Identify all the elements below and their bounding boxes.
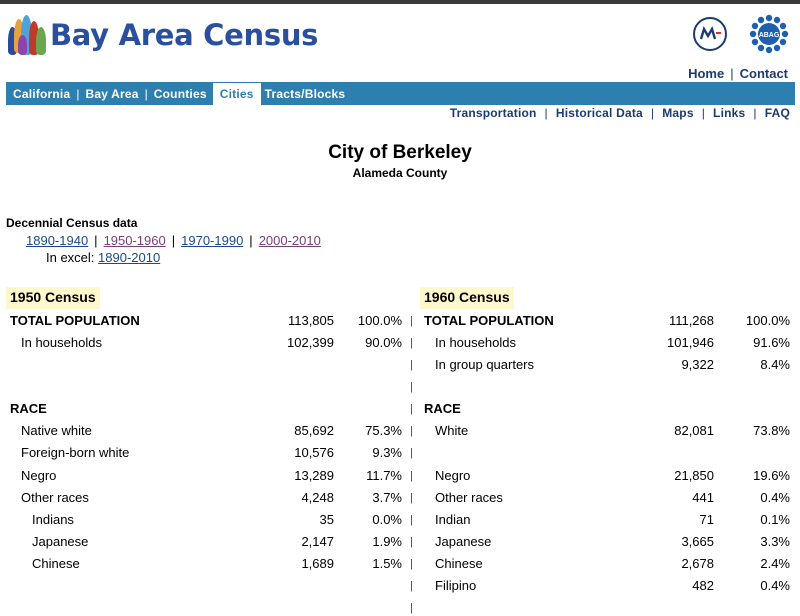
table-row <box>10 445 410 463</box>
subnav-separator: | <box>544 106 548 120</box>
table-row <box>424 335 794 353</box>
row-percent: 100.0% <box>745 313 790 328</box>
link-1950-1960[interactable]: 1950-1960 <box>103 233 166 248</box>
row-percent: 3.3% <box>760 534 790 549</box>
link-1890-1940[interactable]: 1890-1940 <box>26 233 89 248</box>
row-value: 441 <box>692 490 714 505</box>
link-1970-1990[interactable]: 1970-1990 <box>181 233 244 248</box>
column-divider: | <box>410 470 413 482</box>
column-divider: | <box>410 514 413 526</box>
row-value: 3,665 <box>681 534 714 549</box>
row-percent: 3.7% <box>372 490 402 505</box>
table-row <box>424 534 794 552</box>
table-row <box>424 313 794 331</box>
table-row <box>10 335 410 353</box>
window-top-border <box>0 0 800 4</box>
row-percent: 0.0% <box>372 512 402 527</box>
nav-historical-data[interactable]: Historical Data <box>555 106 643 120</box>
table-row <box>424 512 794 530</box>
svg-text:ABAG: ABAG <box>758 32 780 39</box>
nav-tracts-blocks[interactable]: Tracts/Blocks <box>264 86 346 101</box>
section-label: RACE <box>424 401 461 416</box>
abag-logo-icon[interactable] <box>749 14 789 54</box>
sub-nav <box>450 106 790 120</box>
nav-counties[interactable]: Counties <box>153 86 207 101</box>
nav-bay-area[interactable]: Bay Area <box>85 86 139 101</box>
column-divider: | <box>410 558 413 570</box>
row-label: Other races <box>435 490 503 505</box>
table-row <box>10 468 410 486</box>
decennial-links <box>26 233 321 248</box>
utility-nav <box>688 66 788 81</box>
link-separator: | <box>249 233 253 248</box>
row-label: Negro <box>435 468 471 483</box>
decennial-label: Decennial Census data <box>6 216 138 230</box>
main-nav <box>6 82 795 105</box>
row-label: Foreign-born white <box>21 445 130 460</box>
row-percent: 8.4% <box>760 357 790 372</box>
row-label: Chinese <box>435 556 483 571</box>
row-value: 13,289 <box>294 468 334 483</box>
page-subtitle: Alameda County <box>352 166 448 180</box>
nav-faq[interactable]: FAQ <box>764 106 790 120</box>
census-1950-heading: 1950 Census <box>6 287 100 309</box>
nav-links[interactable]: Links <box>713 106 746 120</box>
table-row <box>10 556 410 574</box>
table-row <box>10 423 410 441</box>
column-divider: | <box>410 381 413 393</box>
row-label: TOTAL POPULATION <box>10 313 140 328</box>
people-figures-icon <box>8 13 48 57</box>
link-2000-2010[interactable]: 2000-2010 <box>258 233 321 248</box>
table-row <box>10 490 410 508</box>
table-row <box>10 401 410 419</box>
contact-link[interactable]: Contact <box>739 66 788 81</box>
home-link[interactable]: Home <box>688 66 725 81</box>
column-divider: | <box>410 337 413 349</box>
logo-title[interactable]: Bay Area Census <box>50 18 319 52</box>
row-value: 2,678 <box>681 556 714 571</box>
table-row <box>424 423 794 441</box>
column-divider: | <box>410 425 413 437</box>
table-row <box>424 401 794 419</box>
nav-separator: | <box>144 86 148 101</box>
row-percent: 2.4% <box>760 556 790 571</box>
row-value: 2,147 <box>301 534 334 549</box>
nav-separator: | <box>76 86 80 101</box>
row-value: 111,268 <box>668 313 714 328</box>
row-value: 35 <box>319 512 334 527</box>
row-value: 1,689 <box>301 556 334 571</box>
subnav-separator: | <box>701 106 706 120</box>
column-divider: | <box>410 536 413 548</box>
column-divider: | <box>410 580 413 592</box>
table-row <box>10 512 410 530</box>
row-label: Filipino <box>435 578 477 593</box>
row-percent: 0.4% <box>760 578 790 593</box>
row-percent: 11.7% <box>366 468 402 483</box>
row-label: White <box>435 423 469 438</box>
subnav-separator: | <box>650 106 655 120</box>
site-logo[interactable] <box>8 12 48 58</box>
link-separator: | <box>171 233 176 248</box>
column-divider: | <box>410 602 413 614</box>
utility-separator: | <box>730 66 734 81</box>
row-label: TOTAL POPULATION <box>424 313 554 328</box>
row-percent: 19.6% <box>753 468 790 483</box>
table-row <box>424 357 794 375</box>
section-label: RACE <box>10 401 47 416</box>
nav-maps[interactable]: Maps <box>662 106 694 120</box>
mtc-logo-icon[interactable] <box>692 16 728 52</box>
row-label: Japanese <box>435 534 492 549</box>
link-separator: | <box>94 233 98 248</box>
table-row <box>424 578 794 596</box>
link-excel-1890-2010[interactable]: 1890-2010 <box>98 250 161 265</box>
table-row <box>424 490 794 508</box>
row-label: In group quarters <box>435 357 535 372</box>
row-label: Japanese <box>32 534 89 549</box>
row-value: 82,081 <box>674 423 714 438</box>
row-value: 102,399 <box>287 335 334 350</box>
column-divider: | <box>410 492 413 504</box>
row-value: 113,805 <box>287 313 334 328</box>
row-percent: 0.4% <box>760 490 790 505</box>
excel-prefix: In excel: <box>46 250 95 265</box>
row-label: Native white <box>21 423 92 438</box>
row-value: 482 <box>692 578 714 593</box>
row-label: In households <box>21 335 102 350</box>
subnav-separator: | <box>753 106 757 120</box>
row-label: Indian <box>435 512 471 527</box>
row-percent: 73.8% <box>753 423 790 438</box>
column-divider: | <box>410 315 413 327</box>
table-row <box>424 556 794 574</box>
column-divider: | <box>410 403 413 415</box>
nav-california[interactable]: California <box>13 86 71 101</box>
row-label: Other races <box>21 490 89 505</box>
row-value: 10,576 <box>294 445 334 460</box>
row-value: 9,322 <box>681 357 714 372</box>
row-percent: 91.6% <box>753 335 790 350</box>
table-row <box>10 313 410 331</box>
table-row <box>424 468 794 486</box>
nav-transportation[interactable]: Transportation <box>449 106 537 120</box>
nav-cities-active[interactable]: Cities <box>213 83 261 105</box>
census-1960-heading: 1960 Census <box>420 287 514 309</box>
row-percent: 1.5% <box>372 556 402 571</box>
excel-line <box>46 250 160 265</box>
row-percent: 9.3% <box>372 445 402 460</box>
row-label: Chinese <box>32 556 80 571</box>
row-label: Indians <box>32 512 74 527</box>
row-percent: 1.9% <box>372 534 402 549</box>
row-label: In households <box>435 335 516 350</box>
table-row <box>10 534 410 552</box>
row-value: 21,850 <box>674 468 714 483</box>
row-value: 4,248 <box>301 490 334 505</box>
row-value: 71 <box>699 512 714 527</box>
row-percent: 90.0% <box>365 335 402 350</box>
row-percent: 0.1% <box>760 512 790 527</box>
page-title: City of Berkeley <box>328 142 472 163</box>
row-percent: 100.0% <box>357 313 402 328</box>
row-percent: 75.3% <box>365 423 402 438</box>
column-divider: | <box>410 359 413 371</box>
row-label: Negro <box>21 468 57 483</box>
column-divider: | <box>410 447 413 459</box>
row-value: 85,692 <box>294 423 334 438</box>
row-value: 101,946 <box>667 335 714 350</box>
